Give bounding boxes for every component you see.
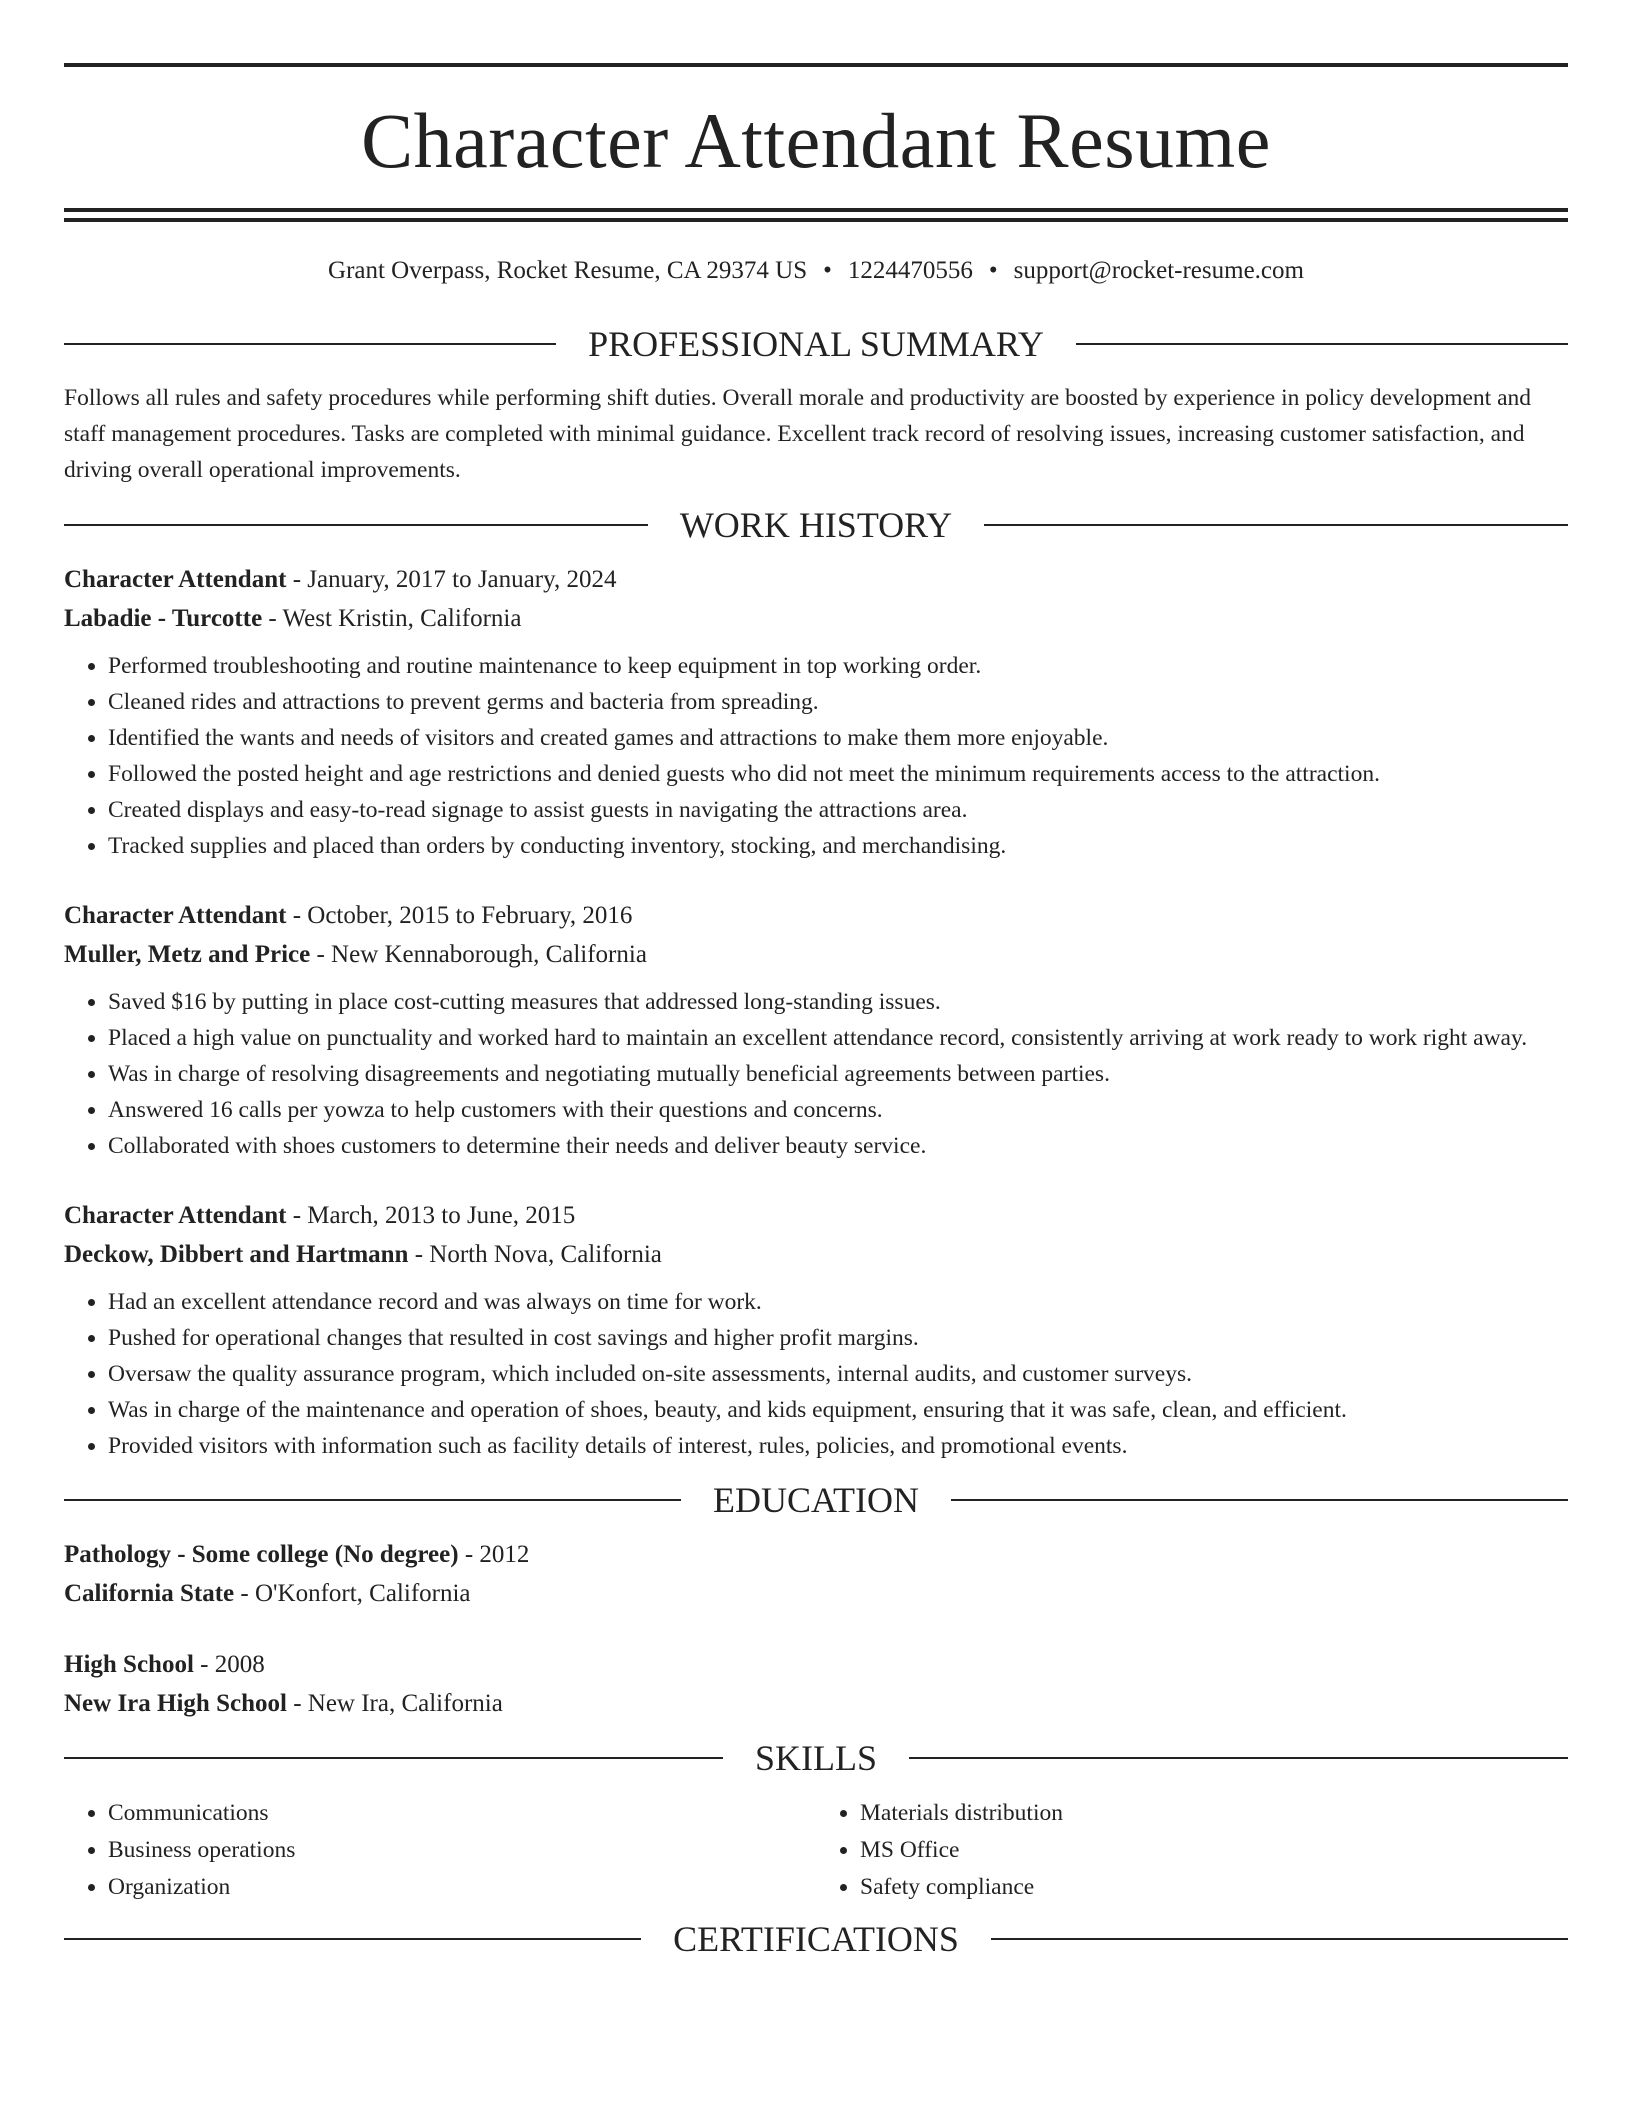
job-bullets: [64, 1284, 1568, 1464]
list-item: • Pushed for operational changes that resulted in cost savings and higher profit margins.: [108, 1320, 1568, 1356]
certifications-heading: CERTIFICATIONS: [673, 1919, 959, 1959]
job-title: Character Attendant: [64, 1202, 287, 1229]
job-title: Character Attendant: [64, 566, 287, 593]
job-dates: - March, 2013 to June, 2015: [286, 1202, 576, 1229]
skills-right-list: [816, 1795, 1568, 1906]
list-item: • Was in charge of the maintenance and operation of shoes, beauty, and kids equipment, ensuring that it was safe, clean, and efficient.: [108, 1392, 1568, 1428]
divider: [1076, 343, 1568, 345]
list-item: • Followed the posted height and age restrictions and denied guests who did not meet the minimum requirements access to the attraction.: [108, 756, 1568, 792]
education-year: - 2012: [458, 1541, 530, 1568]
list-item: • Cleaned rides and attractions to prevent germs and bacteria from spreading.: [108, 684, 1568, 720]
contact-email: support@rocket-resume.com: [1013, 257, 1304, 284]
list-item: • Had an excellent attendance record and was always on time for work.: [108, 1284, 1568, 1320]
job-entry: [64, 896, 1568, 1164]
job-title: Character Attendant: [64, 902, 287, 929]
list-item: • Placed a high value on punctuality and worked hard to maintain an excellent attendance record, consistently arriving at work ready to work right away.: [108, 1020, 1568, 1056]
list-item: • Oversaw the quality assurance program, which included on-site assessments, internal audits, and customer surveys.: [108, 1356, 1568, 1392]
education-section-header: [64, 1480, 1568, 1520]
job-dates: - October, 2015 to February, 2016: [286, 902, 633, 929]
job-company: Muller, Metz and Price: [64, 941, 311, 968]
resume-title: Character Attendant Resume: [361, 97, 1271, 184]
education-year: - 2008: [193, 1651, 265, 1678]
education-location: - O'Konfort, California: [234, 1580, 471, 1607]
skill-item: • Business operations: [108, 1832, 816, 1869]
job-company-line: [64, 599, 1568, 638]
divider: [64, 1499, 681, 1501]
header-rule-1: [64, 208, 1568, 212]
job-company: Labadie - Turcotte: [64, 605, 263, 632]
education-degree-line: [64, 1535, 1568, 1574]
skills-section-header: [64, 1738, 1568, 1778]
education-degree: Pathology - Some college (No degree): [64, 1541, 459, 1568]
education-degree: High School: [64, 1651, 194, 1678]
contact-address: Grant Overpass, Rocket Resume, CA 29374 US: [328, 257, 808, 284]
work-heading: WORK HISTORY: [679, 505, 953, 545]
skill-item: • Materials distribution: [860, 1795, 1568, 1832]
skills-heading: SKILLS: [755, 1738, 878, 1778]
job-location: - North Nova, California: [408, 1241, 662, 1268]
resume-page: [64, 0, 1568, 1959]
job-bullets: [64, 984, 1568, 1164]
list-item: • Provided visitors with information such as facility details of interest, rules, policies, and promotional events.: [108, 1428, 1568, 1464]
divider: [64, 524, 648, 526]
education-school: New Ira High School: [64, 1690, 287, 1717]
job-entry: [64, 1196, 1568, 1464]
divider: [991, 1938, 1568, 1940]
job-dates: - January, 2017 to January, 2024: [286, 566, 617, 593]
education-entry: [64, 1645, 1568, 1723]
list-item: • Tracked supplies and placed than orders by conducting inventory, stocking, and merchandising.: [108, 828, 1568, 864]
education-degree-line: [64, 1645, 1568, 1684]
job-entry: [64, 560, 1568, 864]
list-item: • Answered 16 calls per yowza to help customers with their questions and concerns.: [108, 1092, 1568, 1128]
skills-left-list: [64, 1795, 816, 1906]
job-title-line: [64, 896, 1568, 935]
job-company-line: [64, 935, 1568, 974]
work-section-header: [64, 505, 1568, 545]
job-company: Deckow, Dibbert and Hartmann: [64, 1241, 409, 1268]
list-item: • Collaborated with shoes customers to determine their needs and deliver beauty service.: [108, 1128, 1568, 1164]
education-school-line: [64, 1684, 1568, 1723]
job-company-line: [64, 1235, 1568, 1274]
skill-item: • Communications: [108, 1795, 816, 1832]
list-item: • Saved $16 by putting in place cost-cutting measures that addressed long-standing issues.: [108, 984, 1568, 1020]
job-title-line: [64, 560, 1568, 599]
header-rule-2: [64, 218, 1568, 222]
skill-item: • Safety compliance: [860, 1869, 1568, 1906]
divider: [951, 1499, 1568, 1501]
list-item: • Was in charge of resolving disagreements and negotiating mutually beneficial agreements between parties.: [108, 1056, 1568, 1092]
divider: [64, 343, 556, 345]
education-school-line: [64, 1574, 1568, 1613]
job-location: - West Kristin, California: [262, 605, 522, 632]
skills-grid: [64, 1795, 1568, 1906]
divider: [64, 1757, 723, 1759]
divider: [909, 1757, 1568, 1759]
summary-heading: PROFESSIONAL SUMMARY: [588, 324, 1044, 364]
summary-text: Follows all rules and safety procedures while performing shift duties. Overall morale and productivity are boosted by experience in policy development and staff management procedures. Tasks are completed with minimal guidance. Excellent track record of resolving issues, increasing customer satisfaction, and driving overall operational improvements.: [64, 385, 1532, 483]
job-location: - New Kennaborough, California: [310, 941, 647, 968]
education-location: - New Ira, California: [286, 1690, 503, 1717]
summary-section-header: [64, 324, 1568, 364]
education-school: California State: [64, 1580, 235, 1607]
contact-separator: •: [988, 257, 998, 284]
skill-item: • Organization: [108, 1869, 816, 1906]
list-item: • Created displays and easy-to-read signage to assist guests in navigating the attractions area.: [108, 792, 1568, 828]
divider: [64, 1938, 641, 1940]
skill-item: • MS Office: [860, 1832, 1568, 1869]
education-entry: [64, 1535, 1568, 1613]
divider: [984, 524, 1568, 526]
contact-separator: •: [823, 257, 832, 284]
education-heading: EDUCATION: [713, 1480, 919, 1520]
contact-line: [64, 258, 1568, 288]
job-bullets: [64, 648, 1568, 864]
list-item: • Performed troubleshooting and routine maintenance to keep equipment in top working order.: [108, 648, 1568, 684]
contact-phone: 1224470556: [847, 257, 973, 284]
certifications-section-header: [64, 1919, 1568, 1959]
list-item: • Identified the wants and needs of visitors and created games and attractions to make them more enjoyable.: [108, 720, 1568, 756]
job-title-line: [64, 1196, 1568, 1235]
